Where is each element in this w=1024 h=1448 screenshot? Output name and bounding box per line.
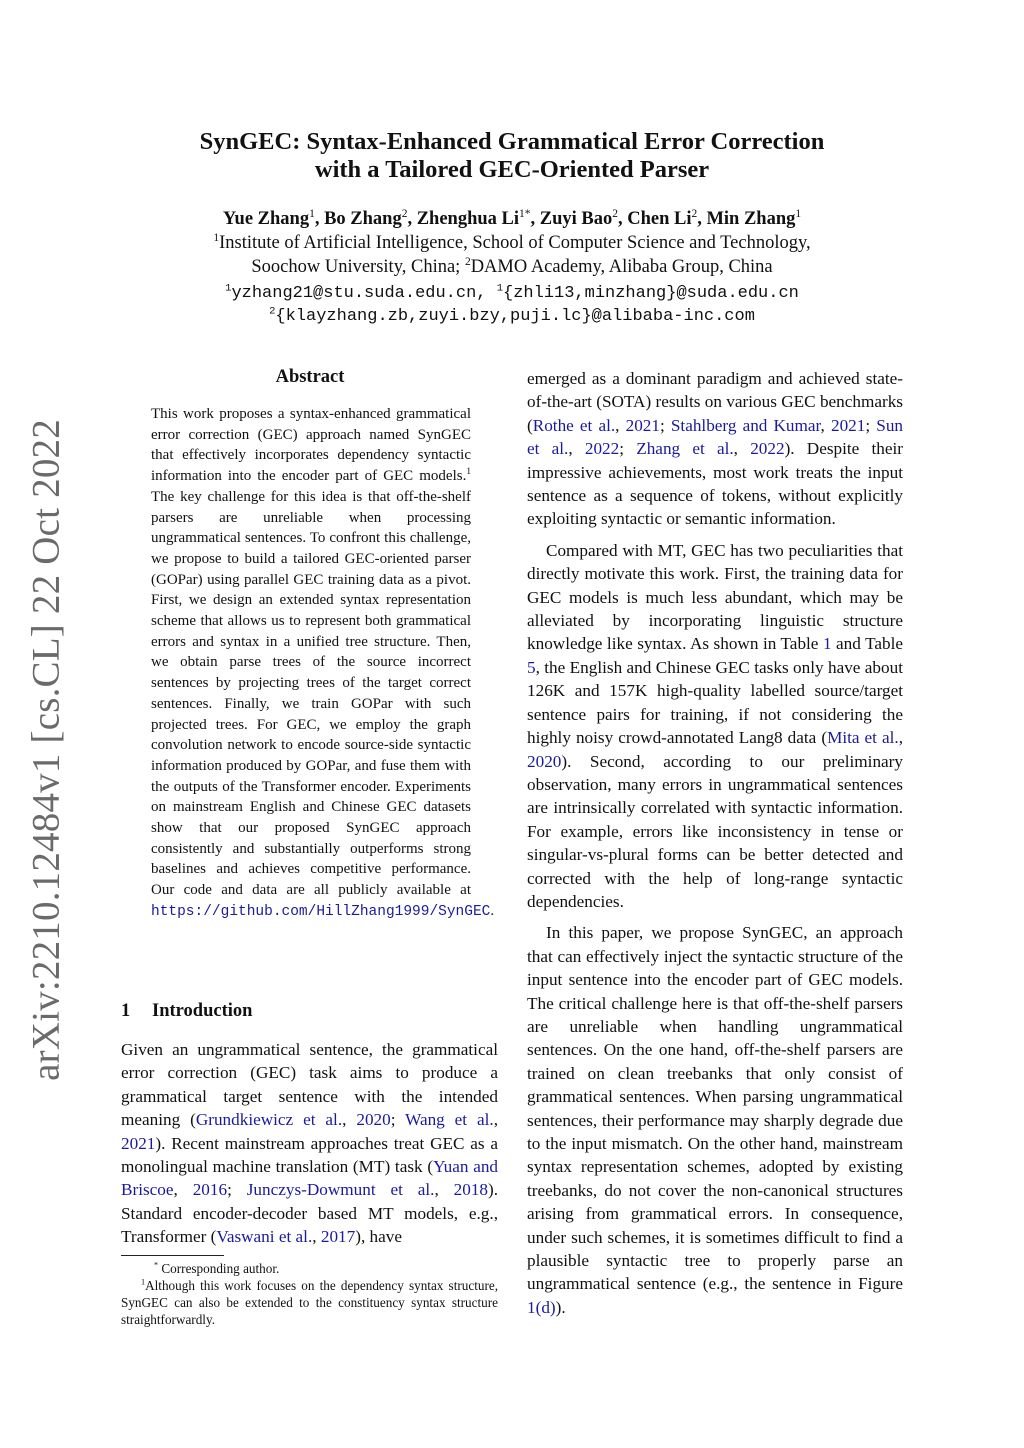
citation-link[interactable]: Yuan and Briscoe — [121, 1157, 499, 1200]
email-mark: 2 — [269, 305, 276, 318]
footnotes — [121, 1260, 498, 1328]
author-name: Min Zhang — [706, 209, 796, 229]
body-text: , the English and Chinese GEC tasks only have about 126K and 157K high-quality labelled source/target sentence pairs for training, if not considering the highly noisy crowd-annotated Lang8 data ( — [527, 657, 903, 748]
body-text: , — [312, 1227, 321, 1247]
body-text: , — [493, 1110, 498, 1130]
body-text: , — [733, 439, 751, 459]
body-text: ; — [659, 415, 671, 435]
body-text: ; — [865, 415, 877, 435]
body-text: ). Standard encoder-decoder based MT models, e.g., Transformer ( — [121, 1180, 499, 1247]
body-text: Given an ungrammatical sentence, the grammatical error correction (GEC) task aims to produce a grammatical target sentence with the intended meaning ( — [121, 1040, 498, 1130]
footnote-text: Although this work focuses on the dependency syntax structure, SynGEC can also be extended to the constituency syntax structure straightforwardly. — [121, 1278, 498, 1327]
citation-link[interactable]: Stahlberg and Kumar — [670, 415, 821, 435]
body-text: ). — [555, 1297, 566, 1317]
citation-link[interactable]: Rothe et al. — [532, 415, 616, 435]
body-text: , — [820, 415, 831, 435]
citation-link[interactable]: Vaswani et al. — [216, 1227, 313, 1247]
affil-mark: 1 — [213, 231, 220, 244]
footnote-1 — [121, 1277, 498, 1328]
citation-link[interactable]: Grundkiewicz et al. — [195, 1110, 343, 1130]
author-name: Chen Li — [627, 209, 692, 229]
author-list: Yue Zhang$^1$, Bo Zhang$^2$, Zhenghua $Li^{1*}$, Zuyi Bao$^2$, Chen Li$^2$, Min Zhang$^1$ — [222, 207, 802, 229]
paragraph-3 — [527, 921, 903, 1319]
email-text[interactable]: yzhang21@stu.suda.edu.cn, — [231, 284, 487, 303]
abstract-heading: Abstract — [275, 367, 345, 387]
body-text: and Table — [831, 634, 903, 654]
body-text: , — [568, 439, 585, 459]
abstract-text: . — [490, 902, 495, 919]
citation-link[interactable]: 2022 — [584, 439, 620, 459]
body-text: , — [434, 1180, 454, 1200]
right-column — [527, 367, 903, 1319]
footnote-mark: * — [154, 1260, 159, 1270]
paper-title — [0, 128, 1024, 184]
body-text: , — [615, 415, 626, 435]
section-title: Introduction — [152, 1001, 253, 1021]
arxiv-id-text: arXiv:2210.12484v1 [cs.CL] 22 Oct 2022 — [24, 419, 68, 1081]
citation-link[interactable]: Junczys-Dowmunt et al. — [246, 1180, 435, 1200]
citation-link[interactable]: 2021 — [121, 1133, 156, 1153]
title-line-1: SynGEC: Syntax-Enhanced Grammatical Error Correction — [199, 128, 825, 155]
email-text[interactable]: {zhli13,minzhang}@suda.edu.cn — [503, 284, 799, 303]
body-text: , — [342, 1110, 357, 1130]
email-mark: 1 — [496, 282, 504, 295]
intro-paragraph — [121, 1038, 498, 1249]
section-number: 1 — [121, 1001, 131, 1021]
table-ref-link[interactable]: 1 — [822, 634, 832, 654]
abstract-text: This work proposes a syntax-enhanced grammatical error correction (GEC) approach named SynGEC that effectively incorporates dependency syntactic information into the encoder part of GEC models. — [151, 406, 471, 485]
abstract-body — [151, 404, 495, 923]
author-name: Zuyi Bao — [539, 209, 613, 229]
paragraph-1 — [527, 367, 903, 531]
citation-link[interactable]: Zhang et al. — [636, 439, 734, 459]
citation-link[interactable]: 2021 — [625, 415, 660, 435]
affil-text: Institute of Artificial Intelligence, School of Computer Science and Technology, — [219, 233, 811, 253]
author-name: Yue Zhang — [222, 209, 310, 229]
author-name: Bo Zhang — [324, 209, 402, 229]
affil-mark: 2 — [464, 255, 471, 268]
body-text: ). Recent mainstream approaches treat GEC as a monolingual machine translation (MT) task ( — [121, 1133, 498, 1177]
footnote-ref[interactable]: 1 — [466, 467, 471, 478]
citation-link[interactable]: Sun et al. — [527, 415, 904, 459]
abstract-text: The key challenge for this idea is that off-the-shelf parsers are unreliable when processing ungrammatical sentences. To confront this challenge, we propose to build a tailored GEC-oriented parser (GOPar) using parallel GEC training data as a pivot. First, we design an extended syntax representation scheme that allows us to represent both grammatical errors and syntax in a unified tree structure. Then, we obtain parse trees of the source incorrect sentences by projecting trees of the target correct sentences. Finally, we train GOPar with such projected trees. For GEC, we employ the graph convolution network to encode source-side syntactic information produced by GOPar, and fuse them with the outputs of the Transformer encoder. Experiments on mainstream English and Chinese GEC datasets show that our proposed SynGEC approach consistently and substantially outperforms strong baselines and achieves competitive performance. Our code and data are all publicly available at — [151, 488, 471, 899]
body-text: ; — [619, 439, 637, 459]
email-line-1 — [0, 282, 1024, 306]
body-text: ). Despite their impressive achievements, most work treats the input sentence as a sequence of tokens, without explicitly exploiting syntactic or semantic information. — [527, 439, 904, 529]
citation-link[interactable]: 2021 — [830, 415, 866, 435]
citation-link[interactable]: Wang et al. — [405, 1110, 494, 1130]
affiliation-line-2 — [0, 255, 1024, 279]
body-text: ). Second, according to our preliminary observation, many errors in ungrammatical sentences are intrinsically correlated with syntactic information. For example, errors like inconsistency in tense or singular-vs-plural forms can be better detected and corrected with the help of long-range syntactic dependencies. — [527, 751, 903, 911]
code-link[interactable]: https://github.com/HillZhang1999/SynGEC — [151, 903, 491, 920]
affil-text: Soochow University, China; — [251, 257, 465, 277]
body-text: ; — [227, 1180, 247, 1200]
body-text: , — [173, 1180, 193, 1200]
title-line-2: with a Tailored GEC-Oriented Parser — [314, 156, 710, 183]
citation-link[interactable]: 2020 — [356, 1110, 391, 1130]
author-mark: 2 — [612, 207, 618, 220]
citation-link[interactable]: 2018 — [453, 1180, 488, 1200]
citation-link[interactable]: Mita et al. — [827, 728, 899, 748]
body-text: ), have — [355, 1227, 402, 1247]
author-mark: 2 — [401, 207, 408, 220]
author-mark: 1 — [795, 207, 802, 220]
citation-link[interactable]: 2020 — [527, 751, 562, 771]
author-mark: 2 — [691, 207, 698, 220]
citation-link[interactable]: 2022 — [750, 439, 785, 459]
footnote-divider — [121, 1255, 224, 1256]
citation-link[interactable]: 2016 — [192, 1180, 228, 1200]
body-text: , — [898, 728, 903, 748]
author-mark: 1 — [309, 207, 315, 220]
affil-text: DAMO Academy, Alibaba Group, China — [470, 257, 773, 277]
email-line-2 — [0, 305, 1024, 329]
footnote-mark: 1 — [141, 1277, 146, 1287]
author-mark: 1* — [519, 207, 531, 220]
table-ref-link[interactable]: 5 — [527, 657, 536, 677]
email-mark: 1 — [225, 282, 232, 295]
footnote-corresponding — [121, 1260, 498, 1277]
figure-ref-link[interactable]: 1(d) — [527, 1297, 556, 1317]
section-heading-introduction — [121, 1001, 252, 1022]
affiliation-line-1 — [0, 231, 1024, 255]
author-name: Zhenghua Li — [416, 209, 520, 229]
paragraph-2 — [527, 539, 903, 914]
email-text[interactable]: {klayzhang.zb,zuyi.bzy,puji.lc}@alibaba-inc.com — [275, 307, 755, 326]
body-text: ; — [390, 1110, 406, 1130]
body-text: Compared with MT, GEC has two peculiarities that directly motivate this work. First, the training data for GEC models is much less abundant, which may be alleviated by incorporating linguistic structure knowledge like syntax. As shown in Table — [527, 540, 903, 654]
citation-link[interactable]: 2017 — [320, 1227, 356, 1247]
body-text: emerged as a dominant paradigm and achieved state-of-the-art (SOTA) results on various GEC benchmarks ( — [527, 369, 903, 435]
body-text: In this paper, we propose SynGEC, an approach that can effectively inject the syntactic structure of the input sentence into the encoder part of GEC models. The critical challenge here is that off-the-shelf parsers are unreliable when handling ungrammatical sentences. On the one hand, off-the-shelf parsers are trained on clean treebanks that only consist of grammatical sentences. When parsing ungrammatical sentences, their performance may sharply degrade due to the input mismatch. On the other hand, mainstream syntax representation schemes, adopted by existing treebanks, do not cover the non-canonical structures arising from grammatical errors. In consequence, under such schemes, it is sometimes difficult to find a plausible syntactic tree to properly parse an ungrammatical sentence (e.g., the sentence in Figure — [527, 923, 903, 1294]
footnote-text: Corresponding author. — [158, 1261, 280, 1276]
